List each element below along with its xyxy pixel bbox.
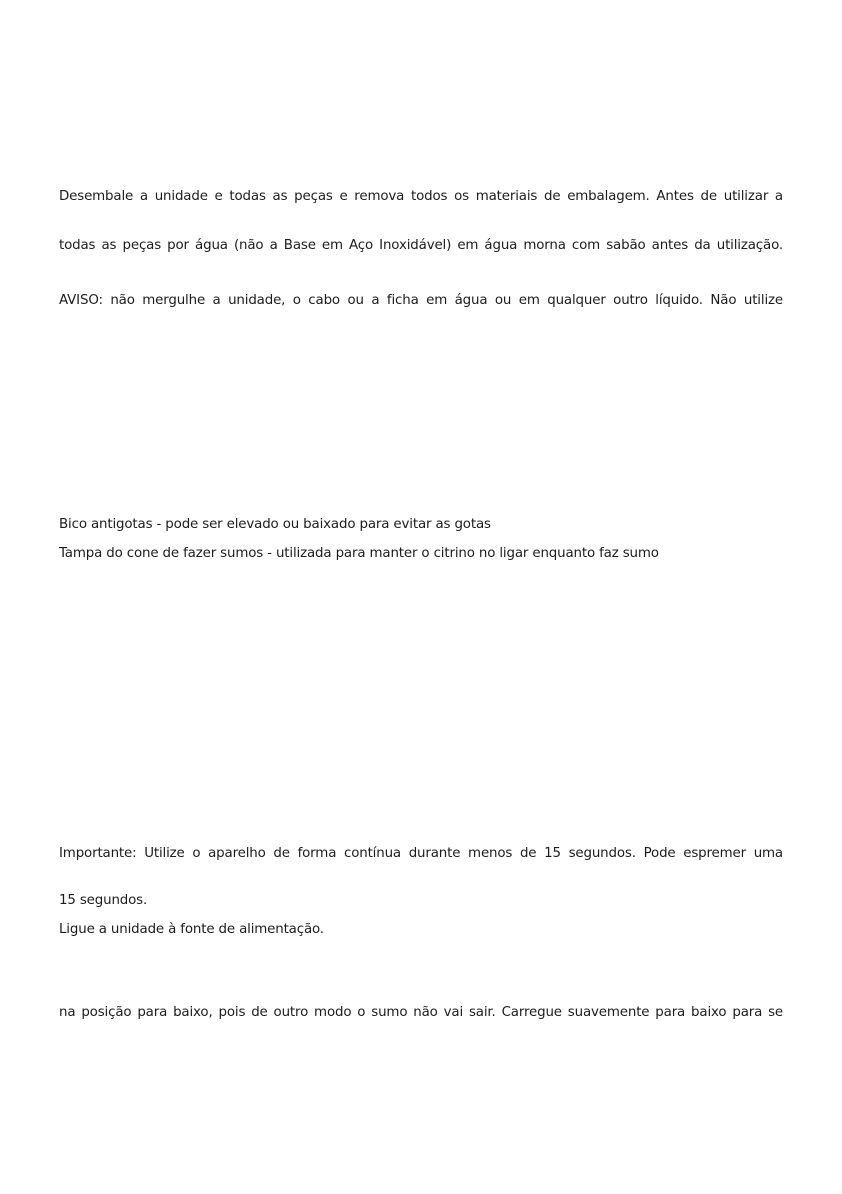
text-line-warning: AVISO: não mergulhe a unidade, o cabo ou a ficha em água ou em qualquer outro líquido. Não utilize [59, 293, 783, 308]
text-line-wash-parts: todas as peças por água (não a Base em Aço Inoxidável) em água morna com sabão antes da utilização. [59, 238, 783, 253]
text-line-power: Ligue a unidade à fonte de alimentação. [59, 922, 324, 937]
text-line-unpack: Desembale a unidade e todas as peças e remova todos os materiais de embalagem. Antes de utilizar a [59, 189, 783, 204]
text-line-drip-spout: Bico antigotas - pode ser elevado ou baixado para evitar as gotas [59, 517, 491, 532]
text-line-position-down: na posição para baixo, pois de outro modo o sumo não vai sair. Carregue suavemente para baixo para se [59, 1005, 783, 1020]
text-line-15-seconds: 15 segundos. [59, 893, 148, 908]
text-line-important: Importante: Utilize o aparelho de forma contínua durante menos de 15 segundos. Pode espremer uma [59, 846, 783, 861]
text-line-cone-lid: Tampa do cone de fazer sumos - utilizada para manter o citrino no ligar enquanto faz sumo [59, 546, 659, 561]
